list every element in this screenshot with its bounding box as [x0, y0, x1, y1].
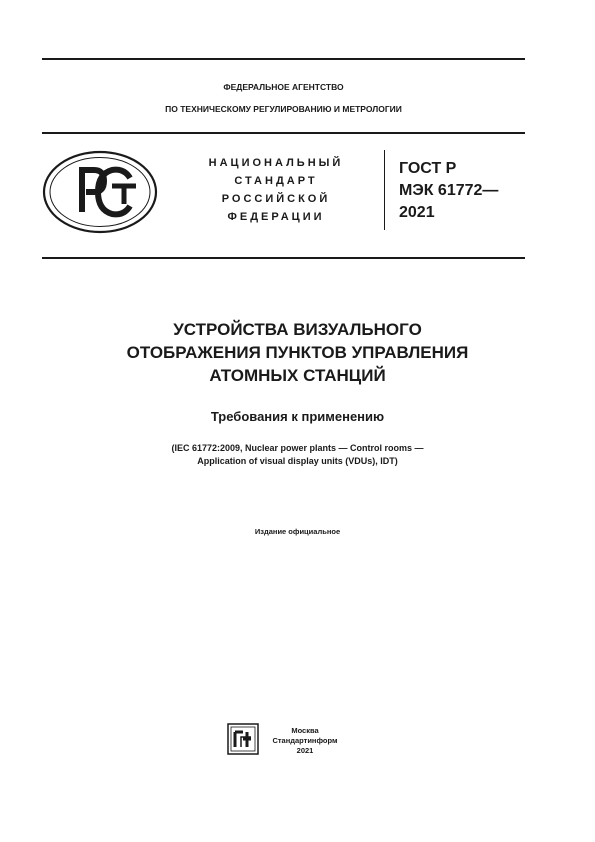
designation-line-1: ГОСТ Р	[399, 160, 457, 177]
standartinform-logo-icon	[227, 723, 259, 755]
gost-r-certification-mark-icon	[42, 150, 158, 234]
standard-type-line-4: ФЕДЕРАЦИИ	[227, 211, 325, 223]
publisher-logo	[227, 723, 259, 755]
agency-line-2: ПО ТЕХНИЧЕСКОМУ РЕГУЛИРОВАНИЮ И МЕТРОЛОГИИ	[165, 104, 402, 114]
agency-line-1: ФЕДЕРАЛЬНОЕ АГЕНТСТВО	[223, 82, 344, 92]
gost-r-logo	[42, 150, 158, 234]
header-divider	[384, 150, 385, 230]
publisher-imprint	[266, 726, 344, 756]
header-rule	[42, 132, 525, 134]
iec-reference-line-2: Application of visual display units (VDUs), IDT)	[197, 456, 398, 466]
standard-type	[180, 154, 372, 226]
title-rule	[42, 257, 525, 259]
standard-type-line-2: СТАНДАРТ	[234, 175, 318, 187]
publisher-name: Стандартинформ	[272, 736, 338, 745]
iec-reference-line-1: (IEC 61772:2009, Nuclear power plants — Control rooms —	[171, 443, 424, 453]
edition-note: Издание официальное	[254, 527, 341, 536]
iec-reference	[42, 442, 553, 468]
standard-designation	[399, 158, 539, 224]
agency-name	[42, 81, 525, 115]
document-title	[42, 318, 553, 387]
designation-line-2: МЭК 61772—	[399, 182, 499, 199]
title-line-2: ОТОБРАЖЕНИЯ ПУНКТОВ УПРАВЛЕНИЯ	[126, 343, 469, 362]
top-rule	[42, 58, 525, 60]
designation-line-3: 2021	[399, 204, 435, 221]
publisher-city: Москва	[291, 726, 319, 735]
standard-type-line-3: РОССИЙСКОЙ	[221, 193, 331, 205]
title-line-3: АТОМНЫХ СТАНЦИЙ	[209, 366, 386, 385]
publisher-year: 2021	[296, 746, 314, 755]
title-line-1: УСТРОЙСТВА ВИЗУАЛЬНОГО	[173, 320, 422, 339]
document-subtitle: Требования к применению	[210, 409, 385, 424]
standard-type-line-1: НАЦИОНАЛЬНЫЙ	[208, 157, 344, 169]
